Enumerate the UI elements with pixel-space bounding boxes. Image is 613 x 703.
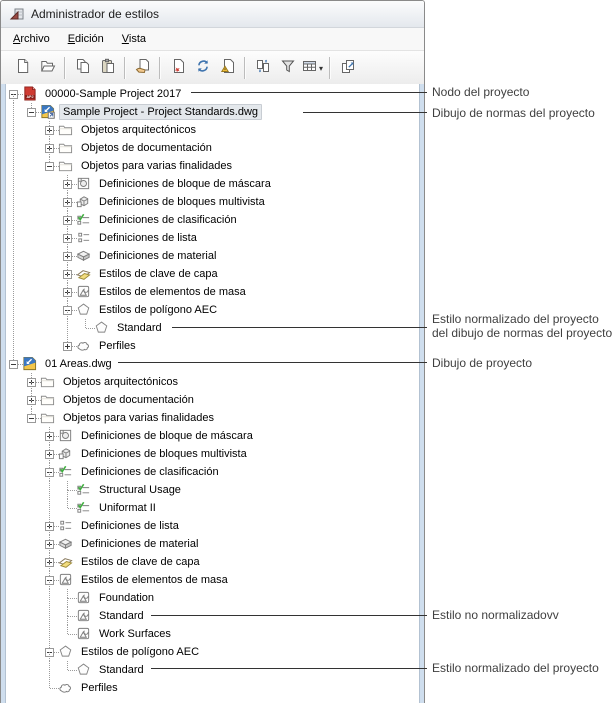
tree-guide (4, 499, 22, 517)
tree-item-label[interactable]: Definiciones de material (99, 250, 217, 262)
tree-item-label[interactable]: Perfiles (81, 682, 118, 694)
tree-item-label[interactable]: Sample Project - Project Standards.dwg (59, 104, 262, 120)
tree-guide (40, 247, 58, 265)
tree-guide (40, 193, 58, 211)
expand-toggle[interactable] (63, 180, 72, 189)
tree-guide (4, 139, 22, 157)
tree-guide (4, 193, 22, 211)
tree-guide (4, 427, 22, 445)
aec-polygon-icon (76, 662, 92, 678)
toolbar-separator (64, 57, 66, 79)
inline-edit-icon (340, 58, 356, 79)
tree-row (4, 337, 419, 355)
tree-guide (4, 121, 22, 139)
tree-guide (40, 265, 58, 283)
tree-guide (4, 625, 22, 643)
list-definition-icon (76, 230, 92, 246)
tree-guide (22, 175, 40, 193)
purge-styles-button[interactable] (165, 55, 190, 81)
tree-guide (40, 175, 58, 193)
aec-polygon-icon (76, 302, 92, 318)
layer-key-icon (58, 554, 74, 570)
tree-row (4, 247, 419, 265)
tree-guide (4, 409, 22, 427)
tree-item-label[interactable]: Objetos para varias finalidades (63, 412, 215, 424)
tree-row (4, 301, 419, 319)
tree-row (4, 409, 419, 427)
toggle-view-button[interactable] (300, 55, 325, 81)
tree-item-label[interactable]: Definiciones de bloques multivista (99, 196, 265, 208)
open-icon (40, 58, 56, 79)
tree-elbow (58, 607, 76, 625)
tree-item-label[interactable]: Perfiles (99, 340, 136, 352)
tree-elbow (40, 535, 58, 553)
tree-elbow (22, 373, 40, 391)
view-options-icon (302, 58, 318, 79)
purge-styles-icon (170, 58, 186, 79)
material-icon (76, 248, 92, 264)
classification-icon (58, 464, 74, 480)
dropdown-arrow-icon: ▾ (318, 63, 323, 73)
copy-button[interactable] (70, 55, 95, 81)
tree-elbow (40, 157, 58, 175)
tree-elbow (58, 301, 76, 319)
tree-guide (22, 193, 40, 211)
callout-line-standard-style-project (151, 668, 427, 669)
tree-elbow (4, 85, 22, 103)
list-definition-icon (58, 518, 74, 534)
tree-elbow (76, 319, 94, 337)
tree-row (4, 391, 419, 409)
tree-row (4, 211, 419, 229)
tree-guide (40, 661, 58, 679)
callout-text-project-node: Nodo del proyecto (432, 85, 530, 99)
tree-guide (4, 229, 22, 247)
folder-icon (58, 140, 74, 156)
tree-item-label[interactable]: 00000-Sample Project 2017 (45, 88, 182, 100)
tree-item-label[interactable]: Foundation (99, 592, 155, 604)
tree-guide (40, 625, 58, 643)
tree-row (4, 661, 419, 679)
tree-item-label[interactable]: Estilos de clave de capa (81, 556, 200, 568)
tree-row (4, 553, 419, 571)
expand-toggle[interactable] (27, 396, 36, 405)
tree-elbow (40, 121, 58, 139)
expand-toggle[interactable] (27, 378, 36, 387)
tree-item-label[interactable]: Definiciones de lista (99, 232, 197, 244)
tree-guide (4, 679, 22, 697)
menubar (1, 28, 424, 51)
callout-line-standards-drawing (303, 112, 427, 113)
expand-toggle[interactable] (45, 450, 54, 459)
callout-text-non-standard-style: Estilo no normalizadovv (432, 608, 559, 622)
tree-row (4, 175, 419, 193)
collapse-toggle[interactable] (9, 360, 18, 369)
tree-guide (22, 661, 40, 679)
tree-elbow (40, 445, 58, 463)
tree-guide (40, 229, 58, 247)
tree-guide (22, 229, 40, 247)
refresh-icon (195, 58, 211, 79)
tree-guide (4, 391, 22, 409)
tree-guide (22, 571, 40, 589)
tree-guide (4, 553, 22, 571)
expand-toggle[interactable] (45, 558, 54, 567)
mass-element-icon (76, 590, 92, 606)
collapse-toggle[interactable] (27, 414, 36, 423)
style-manager-app-icon (9, 6, 25, 22)
tree-guide (40, 319, 58, 337)
tree-guide (4, 571, 22, 589)
expand-toggle[interactable] (45, 432, 54, 441)
tree-elbow (58, 175, 76, 193)
tree-item-label[interactable]: Standard (99, 664, 144, 676)
tree-item-label[interactable]: Objetos arquitectónicos (81, 124, 196, 136)
paste-button[interactable] (95, 55, 120, 81)
tree-guide (22, 445, 40, 463)
tree-row (4, 499, 419, 517)
callout-text-standard-style-project: Estilo normalizado del proyecto (432, 661, 599, 675)
tree-item-label[interactable]: Estilos de elementos de masa (81, 574, 228, 586)
tree-elbow (58, 265, 76, 283)
tree-row (4, 607, 419, 625)
toolbar-separator (124, 57, 126, 79)
toolbar-separator (159, 57, 161, 79)
tree-row (4, 229, 419, 247)
tree-item-label[interactable]: Estilos de polígono AEC (81, 646, 200, 658)
tree-guide (22, 301, 40, 319)
tree-elbow (58, 481, 76, 499)
tree-elbow (22, 103, 40, 121)
tree-guide (40, 499, 58, 517)
copy-icon (75, 58, 91, 79)
tree-elbow (4, 355, 22, 373)
new-icon (15, 58, 31, 79)
tree-item-label[interactable]: Work Surfaces (99, 628, 171, 640)
tree-elbow (58, 589, 76, 607)
aec-polygon-icon (58, 644, 74, 660)
callout-line-project-drawing (118, 362, 427, 363)
mask-block-icon (76, 176, 92, 192)
tree-guide (40, 283, 58, 301)
audit-button[interactable] (215, 55, 240, 81)
tree-item-label[interactable]: Definiciones de lista (81, 520, 179, 532)
tree-elbow (40, 571, 58, 589)
tree-item-label[interactable]: Objetos para varias finalidades (81, 160, 233, 172)
expand-toggle[interactable] (45, 144, 54, 153)
tree-guide (4, 445, 22, 463)
tree-item-label[interactable]: 01 Areas.dwg (45, 358, 112, 370)
tree-row (4, 121, 419, 139)
tree-guide (22, 625, 40, 643)
tree-elbow (40, 517, 58, 535)
expand-toggle[interactable] (63, 270, 72, 279)
tree-elbow (58, 499, 76, 517)
standards-drawing-icon (40, 104, 56, 120)
tree-item-label[interactable]: Objetos de documentación (63, 394, 194, 406)
tree-panel (1, 84, 424, 703)
mass-element-icon (76, 626, 92, 642)
collapse-toggle[interactable] (63, 306, 72, 315)
multiview-block-icon (58, 446, 74, 462)
tree-guide (4, 175, 22, 193)
tree-guide (22, 643, 40, 661)
tree-elbow (40, 679, 58, 697)
folder-icon (40, 410, 56, 426)
expand-toggle[interactable] (63, 234, 72, 243)
folder-icon (40, 374, 56, 390)
profile-icon (58, 680, 74, 696)
tree-row (4, 589, 419, 607)
project-file-icon (22, 86, 38, 102)
expand-toggle[interactable] (63, 216, 72, 225)
toolbar (1, 51, 424, 86)
tree-item-label[interactable]: Definiciones de clasificación (99, 214, 237, 226)
titlebar[interactable] (1, 1, 424, 28)
tree-row (4, 427, 419, 445)
tree-item-label[interactable]: Definiciones de bloque de máscara (81, 430, 253, 442)
tree-guide (22, 265, 40, 283)
expand-toggle[interactable] (63, 252, 72, 261)
tree-item-label[interactable]: Estilos de clave de capa (99, 268, 218, 280)
tree-row (4, 319, 419, 337)
menu-item-vista[interactable]: Vista (121, 33, 147, 45)
tree-guide (40, 337, 58, 355)
tree-guide (4, 211, 22, 229)
edit-style-icon (135, 58, 151, 79)
mass-element-icon (76, 608, 92, 624)
tree-item-label[interactable]: Uniformat II (99, 502, 156, 514)
tree-guide (40, 211, 58, 229)
material-icon (58, 536, 74, 552)
tree-item-label[interactable]: Definiciones de material (81, 538, 199, 550)
tree-guide (22, 283, 40, 301)
tree-elbow (58, 625, 76, 643)
tree-item-label[interactable]: Estilos de elementos de masa (99, 286, 246, 298)
mass-element-icon (76, 284, 92, 300)
classification-icon (76, 500, 92, 516)
tree-item-label[interactable]: Definiciones de bloque de máscara (99, 178, 271, 190)
callout-text-standards-drawing: Dibujo de normas del proyecto (432, 106, 595, 120)
tree-guide (4, 589, 22, 607)
expand-toggle[interactable] (45, 540, 54, 549)
tree-row (4, 373, 419, 391)
tree-guide (4, 337, 22, 355)
tree-guide (22, 679, 40, 697)
filter-style-type-button[interactable] (275, 55, 300, 81)
tree-guide (22, 319, 40, 337)
window-frame-right (419, 84, 424, 703)
tree-row (4, 643, 419, 661)
layer-key-icon (76, 266, 92, 282)
toolbar-separator (244, 57, 246, 79)
folder-icon (58, 158, 74, 174)
new-drawing-button[interactable] (10, 55, 35, 81)
tree-guide (58, 319, 76, 337)
tree-guide (40, 589, 58, 607)
tree-elbow (58, 247, 76, 265)
tree-guide (4, 643, 22, 661)
callout-text-project-drawing: Dibujo de proyecto (432, 356, 533, 370)
callout-line-standard-style-standards (172, 327, 427, 328)
tree-elbow (58, 337, 76, 355)
tree-item-label[interactable]: Standard (99, 610, 144, 622)
aec-polygon-icon (94, 320, 110, 336)
tree-guide (22, 481, 40, 499)
tree-guide (4, 607, 22, 625)
tree-row (4, 481, 419, 499)
tree-elbow (22, 391, 40, 409)
tree-elbow (58, 283, 76, 301)
tree-guide (22, 121, 40, 139)
tree-row (4, 571, 419, 589)
tree-elbow (40, 427, 58, 445)
tree-guide (4, 373, 22, 391)
tree-row (4, 517, 419, 535)
expand-toggle[interactable] (45, 522, 54, 531)
callout-line-project-node (191, 92, 427, 93)
collapse-toggle[interactable] (27, 108, 36, 117)
tree-guide (22, 499, 40, 517)
synchronize-button[interactable] (250, 55, 275, 81)
menu-item-archivo[interactable]: Archivo (13, 33, 50, 45)
tree-guide (40, 607, 58, 625)
mass-element-icon (58, 572, 74, 588)
tree-row (4, 355, 419, 373)
folder-icon (40, 392, 56, 408)
collapse-toggle[interactable] (45, 576, 54, 585)
sync-icon (255, 58, 271, 79)
tree-guide (4, 481, 22, 499)
tree-guide (4, 535, 22, 553)
inline-edit-button[interactable] (335, 55, 360, 81)
tree-guide (22, 463, 40, 481)
expand-toggle[interactable] (63, 342, 72, 351)
tree-item-label[interactable]: Objetos arquitectónicos (63, 376, 178, 388)
tree-guide (4, 319, 22, 337)
tree-elbow (40, 463, 58, 481)
classification-icon (76, 212, 92, 228)
multiview-block-icon (76, 194, 92, 210)
tree-elbow (58, 229, 76, 247)
tree-elbow (40, 553, 58, 571)
tree-row (4, 625, 419, 643)
classification-icon (76, 482, 92, 498)
tree-elbow (58, 193, 76, 211)
tree-row (4, 157, 419, 175)
tree-guide (22, 427, 40, 445)
menu-item-edicion[interactable]: Edición (67, 33, 104, 45)
tree-guide (4, 265, 22, 283)
tree-guide (4, 661, 22, 679)
tree-guide (22, 157, 40, 175)
expand-toggle[interactable] (63, 288, 72, 297)
collapse-toggle[interactable] (45, 648, 54, 657)
tree-item-label[interactable]: Estilos de polígono AEC (99, 304, 218, 316)
style-tree (4, 85, 419, 703)
expand-toggle[interactable] (45, 126, 54, 135)
tree-guide (4, 517, 22, 535)
tree-guide (22, 535, 40, 553)
open-drawing-button[interactable] (35, 55, 60, 81)
filter-icon (280, 58, 296, 79)
tree-guide (22, 607, 40, 625)
collapse-toggle[interactable] (9, 90, 18, 99)
audit-icon (220, 58, 236, 79)
tree-guide (4, 283, 22, 301)
tree-guide (4, 103, 22, 121)
collapse-toggle[interactable] (45, 468, 54, 477)
callout-text-standard-style-standards: Estilo normalizado del proyecto del dibujo de normas del proyecto (432, 312, 613, 340)
svg-text:APJ: APJ (26, 95, 34, 100)
tree-elbow (40, 139, 58, 157)
drawing-file-icon (22, 356, 38, 372)
tree-guide (22, 139, 40, 157)
tree-row (4, 463, 419, 481)
edit-style-button[interactable] (130, 55, 155, 81)
tree-item-label[interactable]: Objetos de documentación (81, 142, 212, 154)
collapse-toggle[interactable] (45, 162, 54, 171)
tree-row (4, 445, 419, 463)
tree-guide (22, 247, 40, 265)
tree-guide (4, 301, 22, 319)
tree-guide (22, 211, 40, 229)
tree-row (4, 85, 419, 103)
tree-row (4, 265, 419, 283)
tree-row (4, 535, 419, 553)
tree-guide (22, 337, 40, 355)
profile-icon (76, 338, 92, 354)
tree-item-label[interactable]: Definiciones de bloques multivista (81, 448, 247, 460)
tree-guide (22, 517, 40, 535)
tree-guide (4, 463, 22, 481)
folder-icon (58, 122, 74, 138)
tree-row (4, 139, 419, 157)
tree-guide (4, 247, 22, 265)
tree-elbow (40, 643, 58, 661)
tree-elbow (58, 661, 76, 679)
toolbar-separator (329, 57, 331, 79)
tree-item-label[interactable]: Structural Usage (99, 484, 181, 496)
callout-line-non-standard-style (151, 615, 427, 616)
tree-guide (4, 157, 22, 175)
tree-guide (40, 481, 58, 499)
tree-row (4, 283, 419, 301)
tree-guide (40, 301, 58, 319)
tree-row (4, 679, 419, 697)
mask-block-icon (58, 428, 74, 444)
tree-item-label[interactable]: Definiciones de clasificación (81, 466, 219, 478)
tree-guide (22, 589, 40, 607)
tree-elbow (22, 409, 40, 427)
window-title: Administrador de estilos (31, 7, 160, 21)
expand-toggle[interactable] (63, 198, 72, 207)
tree-item-label[interactable]: Standard (117, 322, 162, 334)
update-button[interactable] (190, 55, 215, 81)
tree-elbow (58, 211, 76, 229)
paste-icon (100, 58, 116, 79)
tree-row (4, 193, 419, 211)
tree-guide (22, 553, 40, 571)
